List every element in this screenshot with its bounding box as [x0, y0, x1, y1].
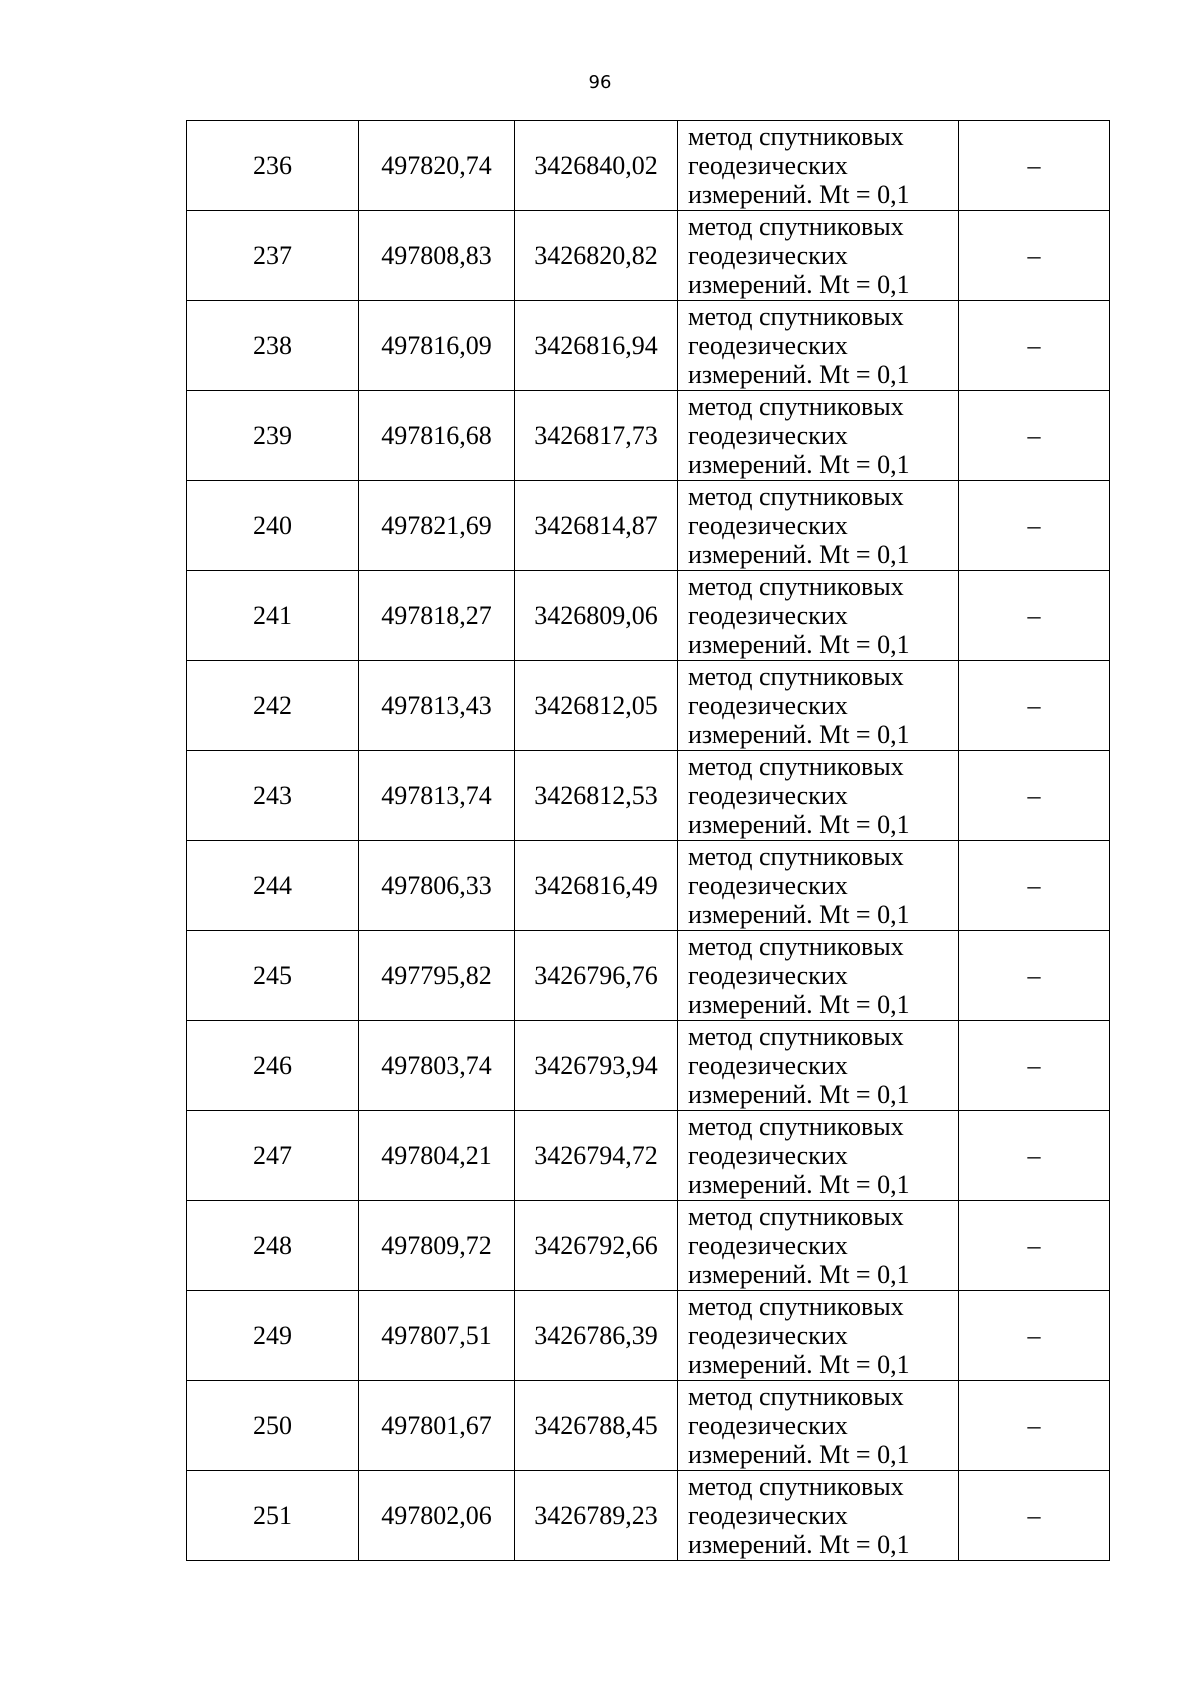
method-line: метод спутниковых	[688, 392, 904, 421]
method-cell	[678, 121, 959, 211]
x-coordinate-cell: 497802,06	[359, 1471, 515, 1561]
y-coordinate-cell: 3426792,66	[515, 1201, 678, 1291]
method-line: геодезических	[688, 1231, 848, 1260]
method-line: метод спутниковых	[688, 1112, 904, 1141]
point-number-cell: 236	[187, 121, 359, 211]
x-coordinate-cell: 497821,69	[359, 481, 515, 571]
x-coordinate-cell: 497813,43	[359, 661, 515, 751]
note-cell: –	[959, 1021, 1110, 1111]
y-coordinate-cell: 3426817,73	[515, 391, 678, 481]
method-cell	[678, 211, 959, 301]
method-line: метод спутниковых	[688, 1202, 904, 1231]
y-coordinate-cell: 3426796,76	[515, 931, 678, 1021]
method-line: метод спутниковых	[688, 932, 904, 961]
y-coordinate-cell: 3426794,72	[515, 1111, 678, 1201]
point-number-cell: 249	[187, 1291, 359, 1381]
y-coordinate-cell: 3426814,87	[515, 481, 678, 571]
y-coordinate-cell: 3426816,49	[515, 841, 678, 931]
y-coordinate-cell: 3426793,94	[515, 1021, 678, 1111]
note-cell: –	[959, 391, 1110, 481]
x-coordinate-cell: 497813,74	[359, 751, 515, 841]
y-coordinate-cell: 3426786,39	[515, 1291, 678, 1381]
table-row	[187, 841, 1110, 931]
note-cell: –	[959, 931, 1110, 1021]
table-row	[187, 751, 1110, 841]
method-line: измерений. Mt = 0,1	[688, 180, 910, 209]
point-number-cell: 239	[187, 391, 359, 481]
method-line: геодезических	[688, 511, 848, 540]
method-line: геодезических	[688, 1321, 848, 1350]
table-row	[187, 1381, 1110, 1471]
method-line: метод спутниковых	[688, 212, 904, 241]
coordinates-table	[186, 120, 1110, 1561]
note-cell: –	[959, 301, 1110, 391]
method-cell	[678, 841, 959, 931]
method-line: геодезических	[688, 871, 848, 900]
y-coordinate-cell: 3426816,94	[515, 301, 678, 391]
method-line: метод спутниковых	[688, 1382, 904, 1411]
note-cell: –	[959, 121, 1110, 211]
method-cell	[678, 1471, 959, 1561]
note-cell: –	[959, 1471, 1110, 1561]
y-coordinate-cell: 3426820,82	[515, 211, 678, 301]
y-coordinate-cell: 3426812,53	[515, 751, 678, 841]
table-row	[187, 571, 1110, 661]
point-number-cell: 241	[187, 571, 359, 661]
table-row	[187, 1291, 1110, 1381]
method-line: измерений. Mt = 0,1	[688, 630, 910, 659]
method-line: измерений. Mt = 0,1	[688, 360, 910, 389]
table-row	[187, 1201, 1110, 1291]
x-coordinate-cell: 497820,74	[359, 121, 515, 211]
note-cell: –	[959, 211, 1110, 301]
x-coordinate-cell: 497808,83	[359, 211, 515, 301]
note-cell: –	[959, 1291, 1110, 1381]
method-line: геодезических	[688, 601, 848, 630]
point-number-cell: 243	[187, 751, 359, 841]
method-cell	[678, 571, 959, 661]
method-line: измерений. Mt = 0,1	[688, 990, 910, 1019]
method-line: метод спутниковых	[688, 842, 904, 871]
method-line: измерений. Mt = 0,1	[688, 450, 910, 479]
method-line: геодезических	[688, 421, 848, 450]
method-line: метод спутниковых	[688, 482, 904, 511]
y-coordinate-cell: 3426812,05	[515, 661, 678, 751]
method-line: геодезических	[688, 1051, 848, 1080]
method-line: метод спутниковых	[688, 302, 904, 331]
table-row	[187, 301, 1110, 391]
method-cell	[678, 1291, 959, 1381]
method-cell	[678, 1201, 959, 1291]
point-number-cell: 242	[187, 661, 359, 751]
x-coordinate-cell: 497803,74	[359, 1021, 515, 1111]
method-line: метод спутниковых	[688, 122, 904, 151]
method-line: измерений. Mt = 0,1	[688, 1350, 910, 1379]
point-number-cell: 246	[187, 1021, 359, 1111]
y-coordinate-cell: 3426840,02	[515, 121, 678, 211]
method-cell	[678, 931, 959, 1021]
method-line: геодезических	[688, 781, 848, 810]
method-line: геодезических	[688, 331, 848, 360]
method-line: геодезических	[688, 1501, 848, 1530]
y-coordinate-cell: 3426788,45	[515, 1381, 678, 1471]
method-line: измерений. Mt = 0,1	[688, 810, 910, 839]
x-coordinate-cell: 497806,33	[359, 841, 515, 931]
x-coordinate-cell: 497809,72	[359, 1201, 515, 1291]
method-line: измерений. Mt = 0,1	[688, 900, 910, 929]
method-line: метод спутниковых	[688, 1022, 904, 1051]
table-row	[187, 1111, 1110, 1201]
coordinates-table-body	[187, 121, 1110, 1561]
method-line: метод спутниковых	[688, 1472, 904, 1501]
table-row	[187, 1471, 1110, 1561]
note-cell: –	[959, 841, 1110, 931]
table-row	[187, 931, 1110, 1021]
point-number-cell: 245	[187, 931, 359, 1021]
point-number-cell: 238	[187, 301, 359, 391]
table-row	[187, 481, 1110, 571]
y-coordinate-cell: 3426789,23	[515, 1471, 678, 1561]
note-cell: –	[959, 751, 1110, 841]
table-row	[187, 661, 1110, 751]
method-cell	[678, 301, 959, 391]
method-line: метод спутниковых	[688, 1292, 904, 1321]
method-cell	[678, 391, 959, 481]
note-cell: –	[959, 571, 1110, 661]
method-line: измерений. Mt = 0,1	[688, 1440, 910, 1469]
method-line: геодезических	[688, 1141, 848, 1170]
x-coordinate-cell: 497816,68	[359, 391, 515, 481]
x-coordinate-cell: 497816,09	[359, 301, 515, 391]
method-line: геодезических	[688, 691, 848, 720]
x-coordinate-cell: 497801,67	[359, 1381, 515, 1471]
x-coordinate-cell: 497818,27	[359, 571, 515, 661]
x-coordinate-cell: 497804,21	[359, 1111, 515, 1201]
method-cell	[678, 751, 959, 841]
x-coordinate-cell: 497795,82	[359, 931, 515, 1021]
method-line: измерений. Mt = 0,1	[688, 270, 910, 299]
note-cell: –	[959, 661, 1110, 751]
method-line: геодезических	[688, 1411, 848, 1440]
method-line: геодезических	[688, 241, 848, 270]
x-coordinate-cell: 497807,51	[359, 1291, 515, 1381]
point-number-cell: 237	[187, 211, 359, 301]
note-cell: –	[959, 481, 1110, 571]
method-line: геодезических	[688, 961, 848, 990]
point-number-cell: 248	[187, 1201, 359, 1291]
note-cell: –	[959, 1381, 1110, 1471]
note-cell: –	[959, 1201, 1110, 1291]
table-row	[187, 1021, 1110, 1111]
table-row	[187, 121, 1110, 211]
page-number: 96	[588, 72, 612, 93]
point-number-cell: 251	[187, 1471, 359, 1561]
method-cell	[678, 661, 959, 751]
point-number-cell: 244	[187, 841, 359, 931]
method-line: геодезических	[688, 151, 848, 180]
method-cell	[678, 1021, 959, 1111]
method-line: метод спутниковых	[688, 662, 904, 691]
table-row	[187, 391, 1110, 481]
y-coordinate-cell: 3426809,06	[515, 571, 678, 661]
method-cell	[678, 1111, 959, 1201]
point-number-cell: 247	[187, 1111, 359, 1201]
point-number-cell: 240	[187, 481, 359, 571]
note-cell: –	[959, 1111, 1110, 1201]
method-line: метод спутниковых	[688, 752, 904, 781]
method-line: метод спутниковых	[688, 572, 904, 601]
table-row	[187, 211, 1110, 301]
point-number-cell: 250	[187, 1381, 359, 1471]
method-line: измерений. Mt = 0,1	[688, 540, 910, 569]
method-cell	[678, 481, 959, 571]
method-cell	[678, 1381, 959, 1471]
method-line: измерений. Mt = 0,1	[688, 1260, 910, 1289]
method-line: измерений. Mt = 0,1	[688, 1530, 910, 1559]
method-line: измерений. Mt = 0,1	[688, 720, 910, 749]
method-line: измерений. Mt = 0,1	[688, 1080, 910, 1109]
method-line: измерений. Mt = 0,1	[688, 1170, 910, 1199]
